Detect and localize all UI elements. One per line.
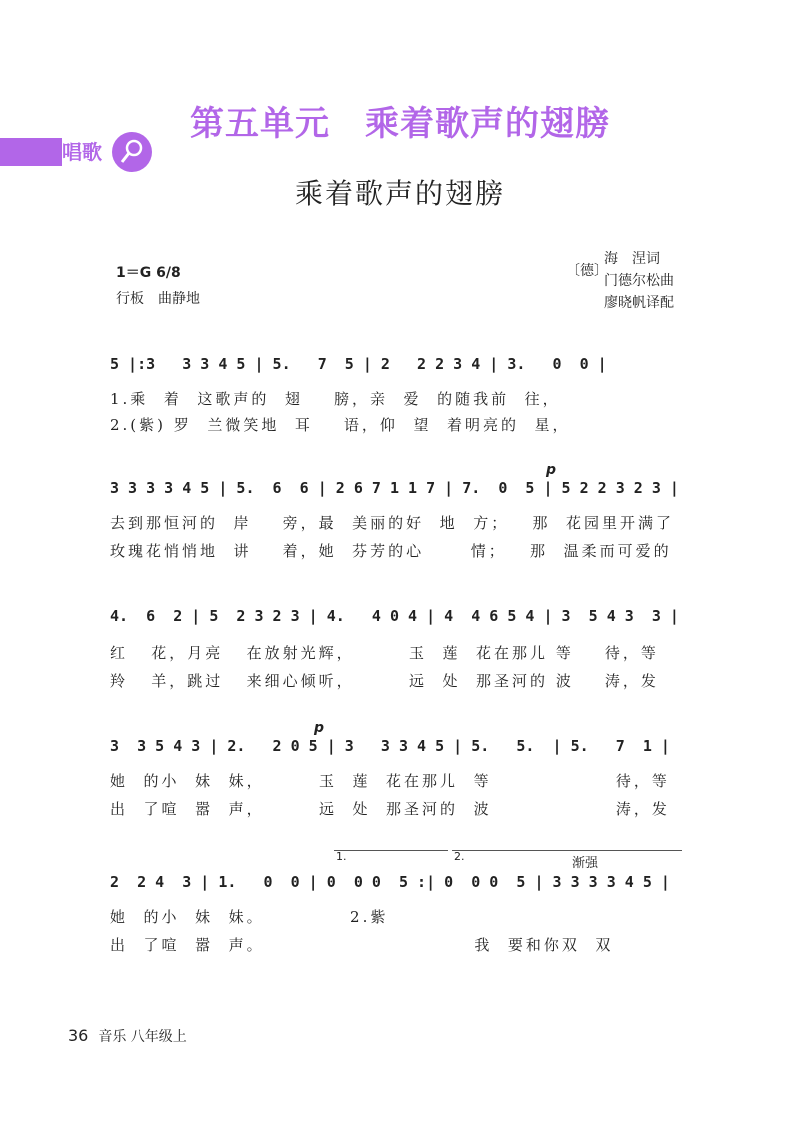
score-row-5 [0,868,800,898]
notation-line: 3 3 3 3 4 5 | 5. 6 6 | 2 6 7 1 1 7 | 7. 0 5 | 5 2 2 3 2 3 | [110,479,679,497]
key-signature: 1＝G 6/8 [116,265,181,281]
lyric-verse-1: 她 的小 妹 妹。 2.紫 [110,908,389,926]
lyric-verse-2: 出 了喧 嚣 声。 我 要和你双 双 [110,936,614,954]
song-title: 乘着歌声的翅膀 [294,177,505,210]
dynamic-mark: p [546,462,557,478]
lyric-verse-2: 2.(紫) 罗 兰微笑地 耳 语，仰 望 着明亮的 星， [110,416,571,434]
second-ending-label: 2. [454,850,465,863]
lyric-verse-2: 玫瑰花悄悄地 讲 着，她 芬芳的心 情； 那 温柔而可爱的 [110,542,672,560]
section-label: 唱歌 [62,140,102,164]
expression-mark: 渐强 [572,856,599,871]
notation-line: 3 3 5 4 3 | 2. 2 0 5 | 3 3 3 4 5 | 5. 5. | 5. 7 1 | [110,737,670,755]
score-row-1 [0,350,800,380]
score-row-4 [0,732,800,762]
microphone-icon [112,132,152,172]
dynamic-mark: p [314,720,325,736]
lyric-verse-2: 羚 羊，跳过 来细心倾听， 远 处 那圣河的 波 涛，发 [110,672,659,690]
notation-line: 4. 6 2 | 5 2 3 2 3 | 4. 4 0 4 | 4 4 6 5 4 | 3 5 4 3 3 | [110,607,679,625]
notation-line: 2 2 4 3 | 1. 0 0 | 0 0 0 5 :| 0 0 0 5 | 3 3 3 3 4 5 | [110,873,670,891]
credit-origin: 〔德〕 [566,263,608,279]
credit-lyricist: 海 涅词 [604,251,660,267]
page-number: 36 [68,1026,89,1045]
book-title: 音乐 八年级上 [98,1029,187,1045]
lyric-verse-1: 去到那恒河的 岸 旁，最 美丽的好 地 方； 那 花园里开满了 [110,514,675,532]
lyric-verse-2: 出 了喧 嚣 声， 远 处 那圣河的 波 涛，发 [110,800,670,818]
unit-title: 第五单元 乘着歌声的翅膀 [190,104,610,144]
score-row-2 [0,474,800,504]
page-footer [68,1026,187,1046]
first-ending-label: 1. [336,850,347,863]
credit-translator: 廖晓帆译配 [604,295,674,311]
tempo-marking: 行板 曲静地 [116,291,200,307]
lyric-verse-1: 她 的小 妹 妹， 玉 莲 花在那儿 等 待，等 [110,772,670,790]
first-ending-bracket [334,850,448,851]
lyric-verse-1: 红 花，月亮 在放射光辉， 玉 莲 花在那儿 等 待，等 [110,644,659,662]
credit-composer: 门德尔松曲 [604,273,674,289]
score-row-3 [0,602,800,632]
notation-line: 5 |:3 3 3 4 5 | 5. 7 5 | 2 2 2 3 4 | 3. 0 0 | [110,355,607,373]
lyric-verse-1: 1.乘 着 这歌声的 翅 膀，亲 爱 的随我前 往， [110,390,561,408]
second-ending-bracket [452,850,682,851]
section-tab [0,138,62,166]
